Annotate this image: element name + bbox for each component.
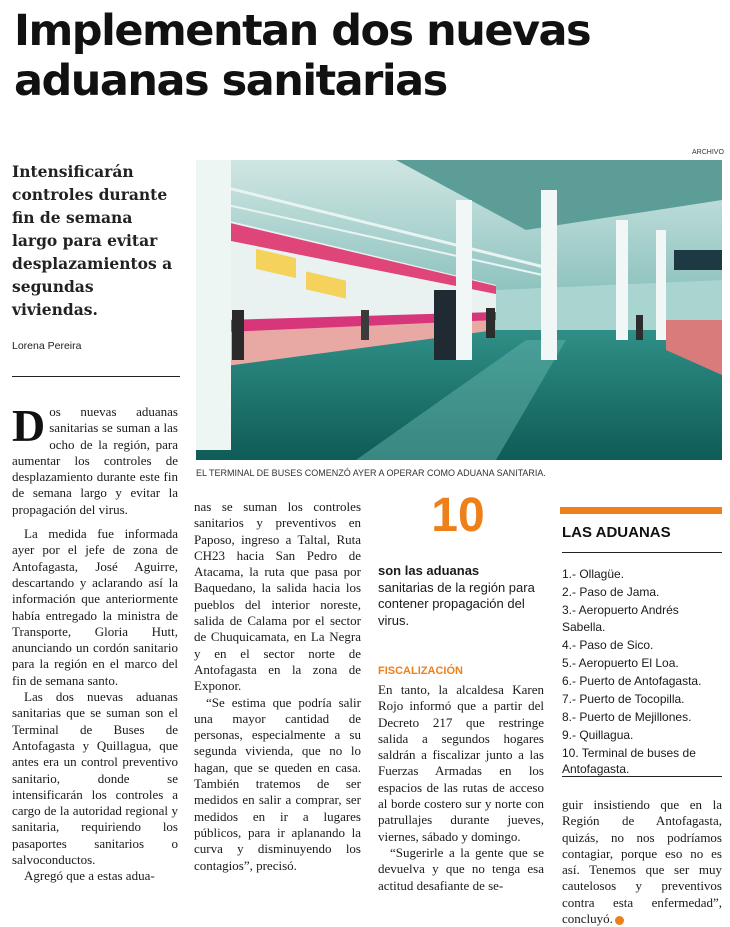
list-item: 1.- Ollagüe. [562,567,625,581]
drop-cap: D [12,400,46,451]
sidebar-accent-bar [560,507,722,514]
list-item: 3.- Aeropuerto Andrés Sabella. [562,603,679,634]
terminal-photo [196,160,722,460]
section-subhead: FISCALIZACIÓN [378,665,463,677]
stat-text: son las aduanas sanitarias de la región para contener propagación del virus. [378,563,535,628]
paragraph: guir insistiendo que en la Región de Antofagasta, quizás, no nos podríamos contagiar, porque eso no es así. Tenemos que ser muy cautelosos y preventivos contra esta enfermedad”, concluyó. [562,797,722,927]
photo-credit: ARCHIVO [692,149,724,156]
deck: Intensificarán controles durante fin de semana largo para evitar desplazamientos a segundas viviendas. [12,162,173,319]
lead-paragraph: Dos nuevas aduanas sanitarias se suman a las ocho de la región, para aumentar los controles de desplazamiento durante este fin de semana largo y evitar la propagación del virus. [12,400,178,517]
byline-divider [12,376,180,377]
list-item: 7.- Puerto de Tocopilla. [562,691,685,706]
paragraph: Las dos nuevas aduanas sanitarias que se suman son el Terminal de Buses de Antofagasta y Quillagua, que antes era un control preventivo sanitario, donde se intensificarán los controles a cargo de la autoridad regional y sanitaria, requiriendo los pasaportes sanitarios o salvoconductos. [12,689,178,868]
paragraph: nas se suman los controles sanitarios y preventivos en Paposo, ingreso a Taltal, Ruta CH23 hacia San Pedro de Atacama, la ruta que pasa por Baquedano, la salida hacia los pueblos del interior noreste, salida de Calama por el sector de Chuquicamata, en La Negra y en el sector norte de Antofagasta en la zona de Exponor. [194,499,361,694]
paragraph: “Se estima que podría salir una mayor cantidad de personas, especialmente a su segunda vivienda, que no lo hagan, que se queden en casa. También tratemos de ser medidos en salir a comprar, ser medidos en ir a lugares públicos, para ir aplanando la curva y disminuyendo los contagios”, precisó. [194,694,361,873]
end-of-article-icon [615,916,624,925]
sidebar-title: LAS ADUANAS [562,524,671,541]
sidebar-bottom-divider [562,776,722,777]
paragraph: La medida fue informada ayer por el jefe de zona de Antofagasta, José Aguirre, descartando y aclarando así la información que anteriormente había entregado la ministra de Transporte, Gloria Hutt, anunciando un cordón sanitario para la región en el marco del fin de semana santo. [12,526,178,688]
headline: Implementan dos nuevas aduanas sanitarias [14,6,591,106]
terminal-photo-illustration [196,160,722,460]
article-column-2 [194,499,361,874]
aduanas-list [562,566,722,779]
paragraph: En tanto, la alcaldesa Karen Rojo informó que a partir del Decreto 217 que restringe salida a segundos hogares saldrán a fiscalizar junto a las Fuerzas Armadas en los espacios de las rutas de acceso al borde costero sur y norte con patrullajes durante jueves, viernes, sábado y domingo. [378,682,544,844]
article-column-1 [12,400,178,885]
list-item: 6.- Puerto de Antofagasta. [562,673,702,688]
article-column-4 [562,797,722,927]
article-column-3 [378,682,544,894]
photo-caption: EL TERMINAL DE BUSES COMENZÓ AYER A OPERAR COMO ADUANA SANITARIA. [196,468,546,478]
byline: Lorena Pereira [12,340,82,352]
paragraph: “Sugerirle a la gente que se devuelva y que no tenga esa actitud desafiante de se- [378,844,544,893]
stat-number: 10 [431,489,485,542]
paragraph: Agregó que a estas adua- [24,868,155,884]
list-item: 5.- Aeropuerto El Loa. [562,655,679,670]
list-item: 8.- Puerto de Mejillones. [562,709,692,724]
list-item: 10. Terminal de buses de Antofagasta. [562,745,696,776]
list-item: 4.- Paso de Sico. [562,637,654,652]
sidebar-divider [562,552,722,553]
list-item: 2.- Paso de Jama. [562,585,660,599]
list-item: 9.- Quillagua. [562,727,634,742]
